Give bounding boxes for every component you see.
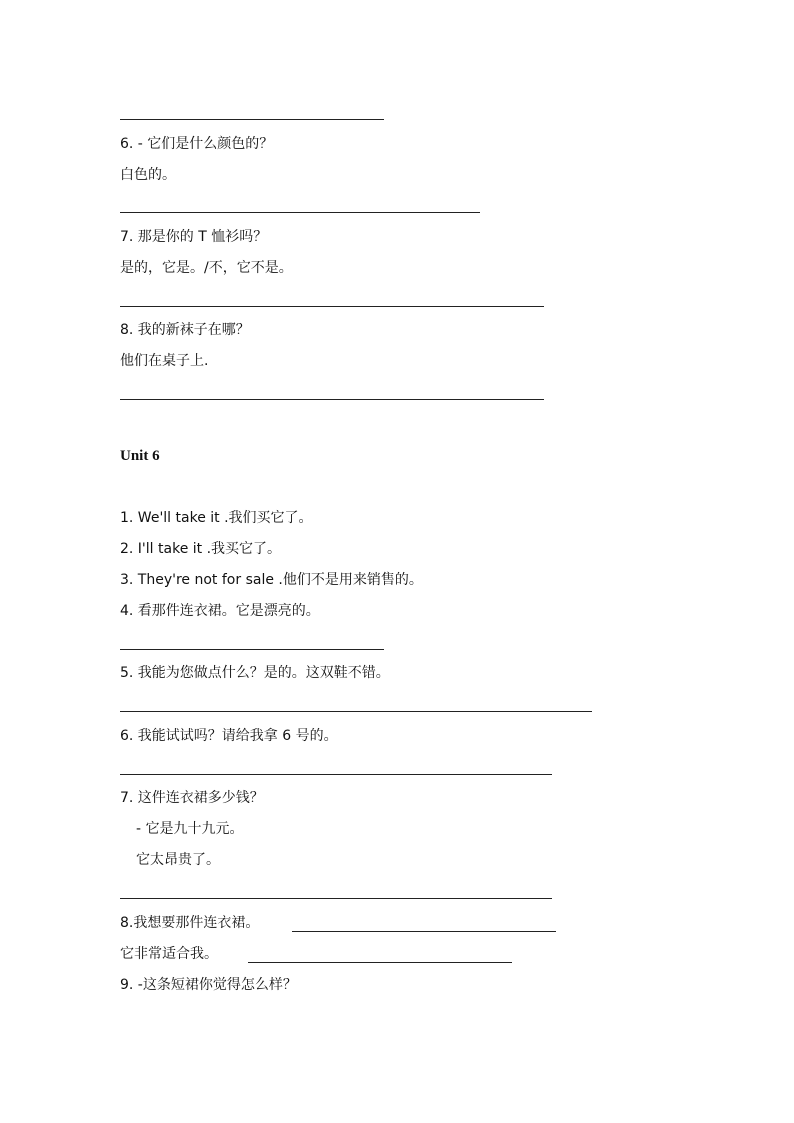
unit6-line-8b: 它非常适合我。 [120, 946, 218, 962]
unit6-line-3: 3. They're not for sale .他们不是用来销售的。 [120, 572, 423, 588]
answer-line[interactable] [120, 774, 552, 775]
question-6-prompt: 6. - 它们是什么颜色的？ [120, 136, 274, 152]
unit6-line-9: 9. -这条短裙你觉得怎么样？ [120, 977, 297, 993]
answer-line[interactable] [120, 212, 480, 213]
answer-line[interactable] [120, 649, 384, 650]
unit6-line-6: 6. 我能试试吗？请给我拿 6 号的。 [120, 728, 338, 744]
answer-line[interactable] [120, 119, 384, 120]
unit6-line-4: 4. 看那件连衣裙。它是漂亮的。 [120, 603, 320, 619]
answer-line[interactable] [120, 898, 552, 899]
question-6-answer: 白色的。 [120, 167, 176, 183]
question-8-answer: 他们在桌子上. [120, 353, 209, 369]
answer-line[interactable] [120, 306, 544, 307]
unit6-line-1: 1. We'll take it .我们买它了。 [120, 510, 313, 526]
answer-line[interactable] [120, 399, 544, 400]
unit6-line-8: 8.我想要那件连衣裙。 [120, 915, 260, 931]
unit6-line-2: 2. I'll take it .我买它了。 [120, 541, 282, 557]
question-7-answer: 是的，它是。/不，它不是。 [120, 260, 293, 276]
unit6-line-7-reply-2: 它太昂贵了。 [136, 852, 220, 868]
unit6-line-7: 7. 这件连衣裙多少钱？ [120, 790, 264, 806]
unit6-line-7-reply: - 它是九十九元。 [136, 821, 244, 837]
unit6-line-5: 5. 我能为您做点什么？是的。这双鞋不错。 [120, 665, 390, 681]
question-7-prompt: 7. 那是你的 T 恤衫吗？ [120, 229, 268, 245]
unit-heading: Unit 6 [120, 448, 160, 464]
answer-line[interactable] [120, 711, 592, 712]
answer-line[interactable] [248, 962, 512, 963]
question-8-prompt: 8. 我的新袜子在哪？ [120, 322, 250, 338]
answer-line[interactable] [292, 931, 556, 932]
